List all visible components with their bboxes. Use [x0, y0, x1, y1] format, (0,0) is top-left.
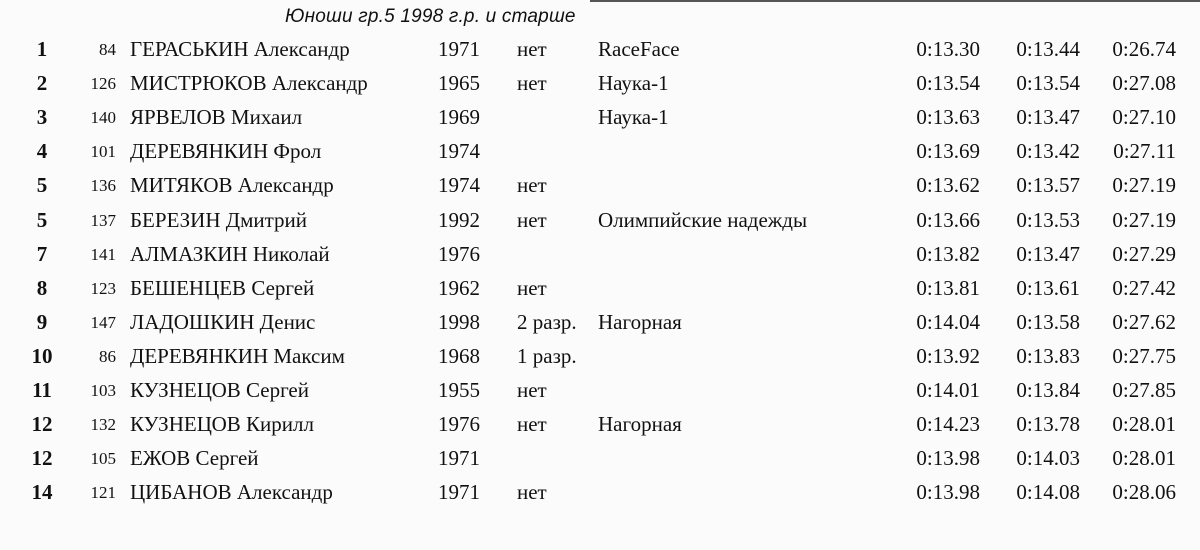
bib-number: 141: [90, 244, 116, 264]
athlete-name: МИСТРЮКОВ Александр: [130, 71, 368, 96]
run-2-time: 0:13.83: [1016, 343, 1080, 368]
birth-year: 1955: [438, 378, 480, 402]
sport-category: 1 разр.: [517, 343, 577, 368]
run-2-time: 0:13.47: [1016, 105, 1080, 130]
club: Олимпийские надежды: [598, 207, 808, 232]
result-row: [0, 408, 1200, 441]
place: 10: [31, 343, 53, 368]
run-1-time: 0:13.69: [916, 139, 980, 164]
sport-category: нет: [517, 37, 547, 61]
club: Наука-1: [598, 105, 669, 130]
place: 4: [36, 139, 48, 164]
birth-year: 1974: [438, 173, 480, 198]
total-time: 0:27.19: [1112, 173, 1176, 198]
result-row: [0, 238, 1200, 271]
run-1-time: 0:14.01: [916, 378, 980, 402]
athlete-name: ЛАДОШКИН Денис: [130, 309, 316, 334]
bib-number: 105: [90, 449, 116, 469]
birth-year: 1971: [438, 446, 480, 471]
result-row: [0, 169, 1200, 202]
run-2-time: 0:13.84: [1016, 378, 1080, 402]
club: Наука-1: [598, 71, 669, 96]
total-time: 0:26.74: [1112, 37, 1176, 61]
birth-year: 1969: [438, 105, 480, 130]
run-1-time: 0:13.30: [916, 37, 980, 61]
place: 8: [36, 275, 48, 300]
result-row: [0, 204, 1200, 237]
sport-category: нет: [517, 207, 547, 232]
club: RaceFace: [598, 37, 680, 61]
run-1-time: 0:13.63: [916, 105, 980, 130]
run-2-time: 0:13.53: [1016, 207, 1080, 232]
run-2-time: 0:13.47: [1016, 241, 1080, 266]
total-time: 0:27.08: [1112, 71, 1176, 96]
run-2-time: 0:13.58: [1016, 309, 1080, 334]
total-time: 0:27.19: [1112, 207, 1176, 232]
sport-category: нет: [517, 412, 547, 437]
bib-number: 126: [90, 74, 116, 94]
bib-number: 137: [90, 210, 116, 230]
place: 1: [36, 37, 48, 61]
result-row: [0, 101, 1200, 134]
total-time: 0:27.62: [1112, 309, 1176, 334]
bib-number: 84: [99, 40, 116, 59]
club: Нагорная: [598, 412, 682, 437]
place: 14: [31, 480, 53, 505]
club: Нагорная: [598, 309, 682, 334]
birth-year: 1998: [438, 309, 480, 334]
bib-number: 86: [99, 346, 116, 366]
bib-number: 132: [90, 415, 116, 435]
place: 12: [31, 412, 53, 437]
total-time: 0:27.75: [1112, 343, 1176, 368]
athlete-name: КУЗНЕЦОВ Сергей: [130, 378, 309, 402]
bib-number: 147: [90, 312, 116, 332]
place: 5: [36, 173, 48, 198]
run-1-time: 0:13.54: [916, 71, 980, 96]
result-row: [0, 306, 1200, 339]
athlete-name: КУЗНЕЦОВ Кирилл: [130, 412, 314, 437]
birth-year: 1974: [438, 139, 480, 164]
run-1-time: 0:13.98: [916, 446, 980, 471]
birth-year: 1971: [438, 37, 480, 61]
athlete-name: МИТЯКОВ Александр: [130, 173, 334, 198]
total-time: 0:27.85: [1112, 378, 1176, 402]
sport-category: нет: [517, 480, 547, 505]
run-2-time: 0:13.54: [1016, 71, 1080, 96]
bib-number: 123: [90, 278, 116, 298]
total-time: 0:27.29: [1112, 241, 1176, 266]
result-row: [0, 374, 1200, 407]
birth-year: 1976: [438, 241, 480, 266]
run-1-time: 0:13.81: [916, 275, 980, 300]
total-time: 0:27.42: [1112, 275, 1176, 300]
bib-number: 103: [90, 381, 116, 400]
total-time: 0:27.11: [1113, 139, 1176, 164]
run-1-time: 0:14.23: [916, 412, 980, 437]
place: 9: [36, 309, 48, 334]
place: 3: [36, 105, 48, 130]
sport-category: 2 разр.: [517, 309, 577, 334]
run-1-time: 0:14.04: [916, 309, 980, 334]
run-2-time: 0:13.44: [1016, 37, 1080, 61]
athlete-name: ДЕРЕВЯНКИН Максим: [130, 343, 345, 368]
total-time: 0:28.01: [1112, 446, 1176, 471]
run-2-time: 0:13.57: [1016, 173, 1080, 198]
athlete-name: ЦИБАНОВ Александр: [130, 480, 333, 505]
sport-category: нет: [517, 71, 547, 96]
result-row: [0, 442, 1200, 475]
run-1-time: 0:13.62: [916, 173, 980, 198]
result-row: [0, 33, 1200, 66]
run-2-time: 0:14.08: [1016, 480, 1080, 505]
place: 11: [32, 378, 52, 402]
birth-year: 1971: [438, 480, 480, 505]
group-title: Юноши гр.5 1998 г.р. и старше: [285, 6, 576, 27]
bib-number: 136: [90, 176, 116, 196]
birth-year: 1976: [438, 412, 480, 437]
result-row: [0, 135, 1200, 168]
total-time: 0:28.01: [1112, 412, 1176, 437]
run-1-time: 0:13.66: [916, 207, 980, 232]
top-rule: [590, 0, 1200, 2]
run-2-time: 0:13.42: [1016, 139, 1080, 164]
athlete-name: БЕРЕЗИН Дмитрий: [130, 207, 308, 232]
run-1-time: 0:13.92: [916, 343, 980, 368]
athlete-name: ДЕРЕВЯНКИН Фрол: [130, 139, 322, 164]
birth-year: 1965: [438, 71, 480, 96]
sport-category: нет: [517, 378, 547, 402]
place: 12: [31, 446, 53, 471]
result-row: [0, 476, 1200, 509]
result-row: [0, 67, 1200, 100]
birth-year: 1962: [438, 275, 480, 300]
result-row: [0, 340, 1200, 373]
athlete-name: БЕШЕНЦЕВ Сергей: [130, 275, 315, 300]
run-2-time: 0:14.03: [1016, 446, 1080, 471]
result-row: [0, 272, 1200, 305]
birth-year: 1992: [438, 207, 480, 232]
athlete-name: ГЕРАСЬКИН Александр: [130, 37, 350, 61]
bib-number: 101: [90, 142, 116, 162]
place: 7: [36, 241, 48, 266]
run-2-time: 0:13.78: [1016, 412, 1080, 437]
sport-category: нет: [517, 275, 547, 300]
birth-year: 1968: [438, 343, 480, 368]
sport-category: нет: [517, 173, 547, 198]
athlete-name: ЯРВЕЛОВ Михаил: [130, 105, 303, 130]
total-time: 0:28.06: [1112, 480, 1176, 505]
bib-number: 140: [90, 108, 116, 128]
athlete-name: АЛМАЗКИН Николай: [130, 241, 330, 266]
run-2-time: 0:13.61: [1016, 275, 1080, 300]
total-time: 0:27.10: [1112, 105, 1176, 130]
place: 2: [36, 71, 48, 96]
athlete-name: ЕЖОВ Сергей: [130, 446, 259, 471]
run-1-time: 0:13.98: [916, 480, 980, 505]
place: 5: [36, 207, 48, 232]
bib-number: 121: [90, 483, 116, 503]
run-1-time: 0:13.82: [916, 241, 980, 266]
